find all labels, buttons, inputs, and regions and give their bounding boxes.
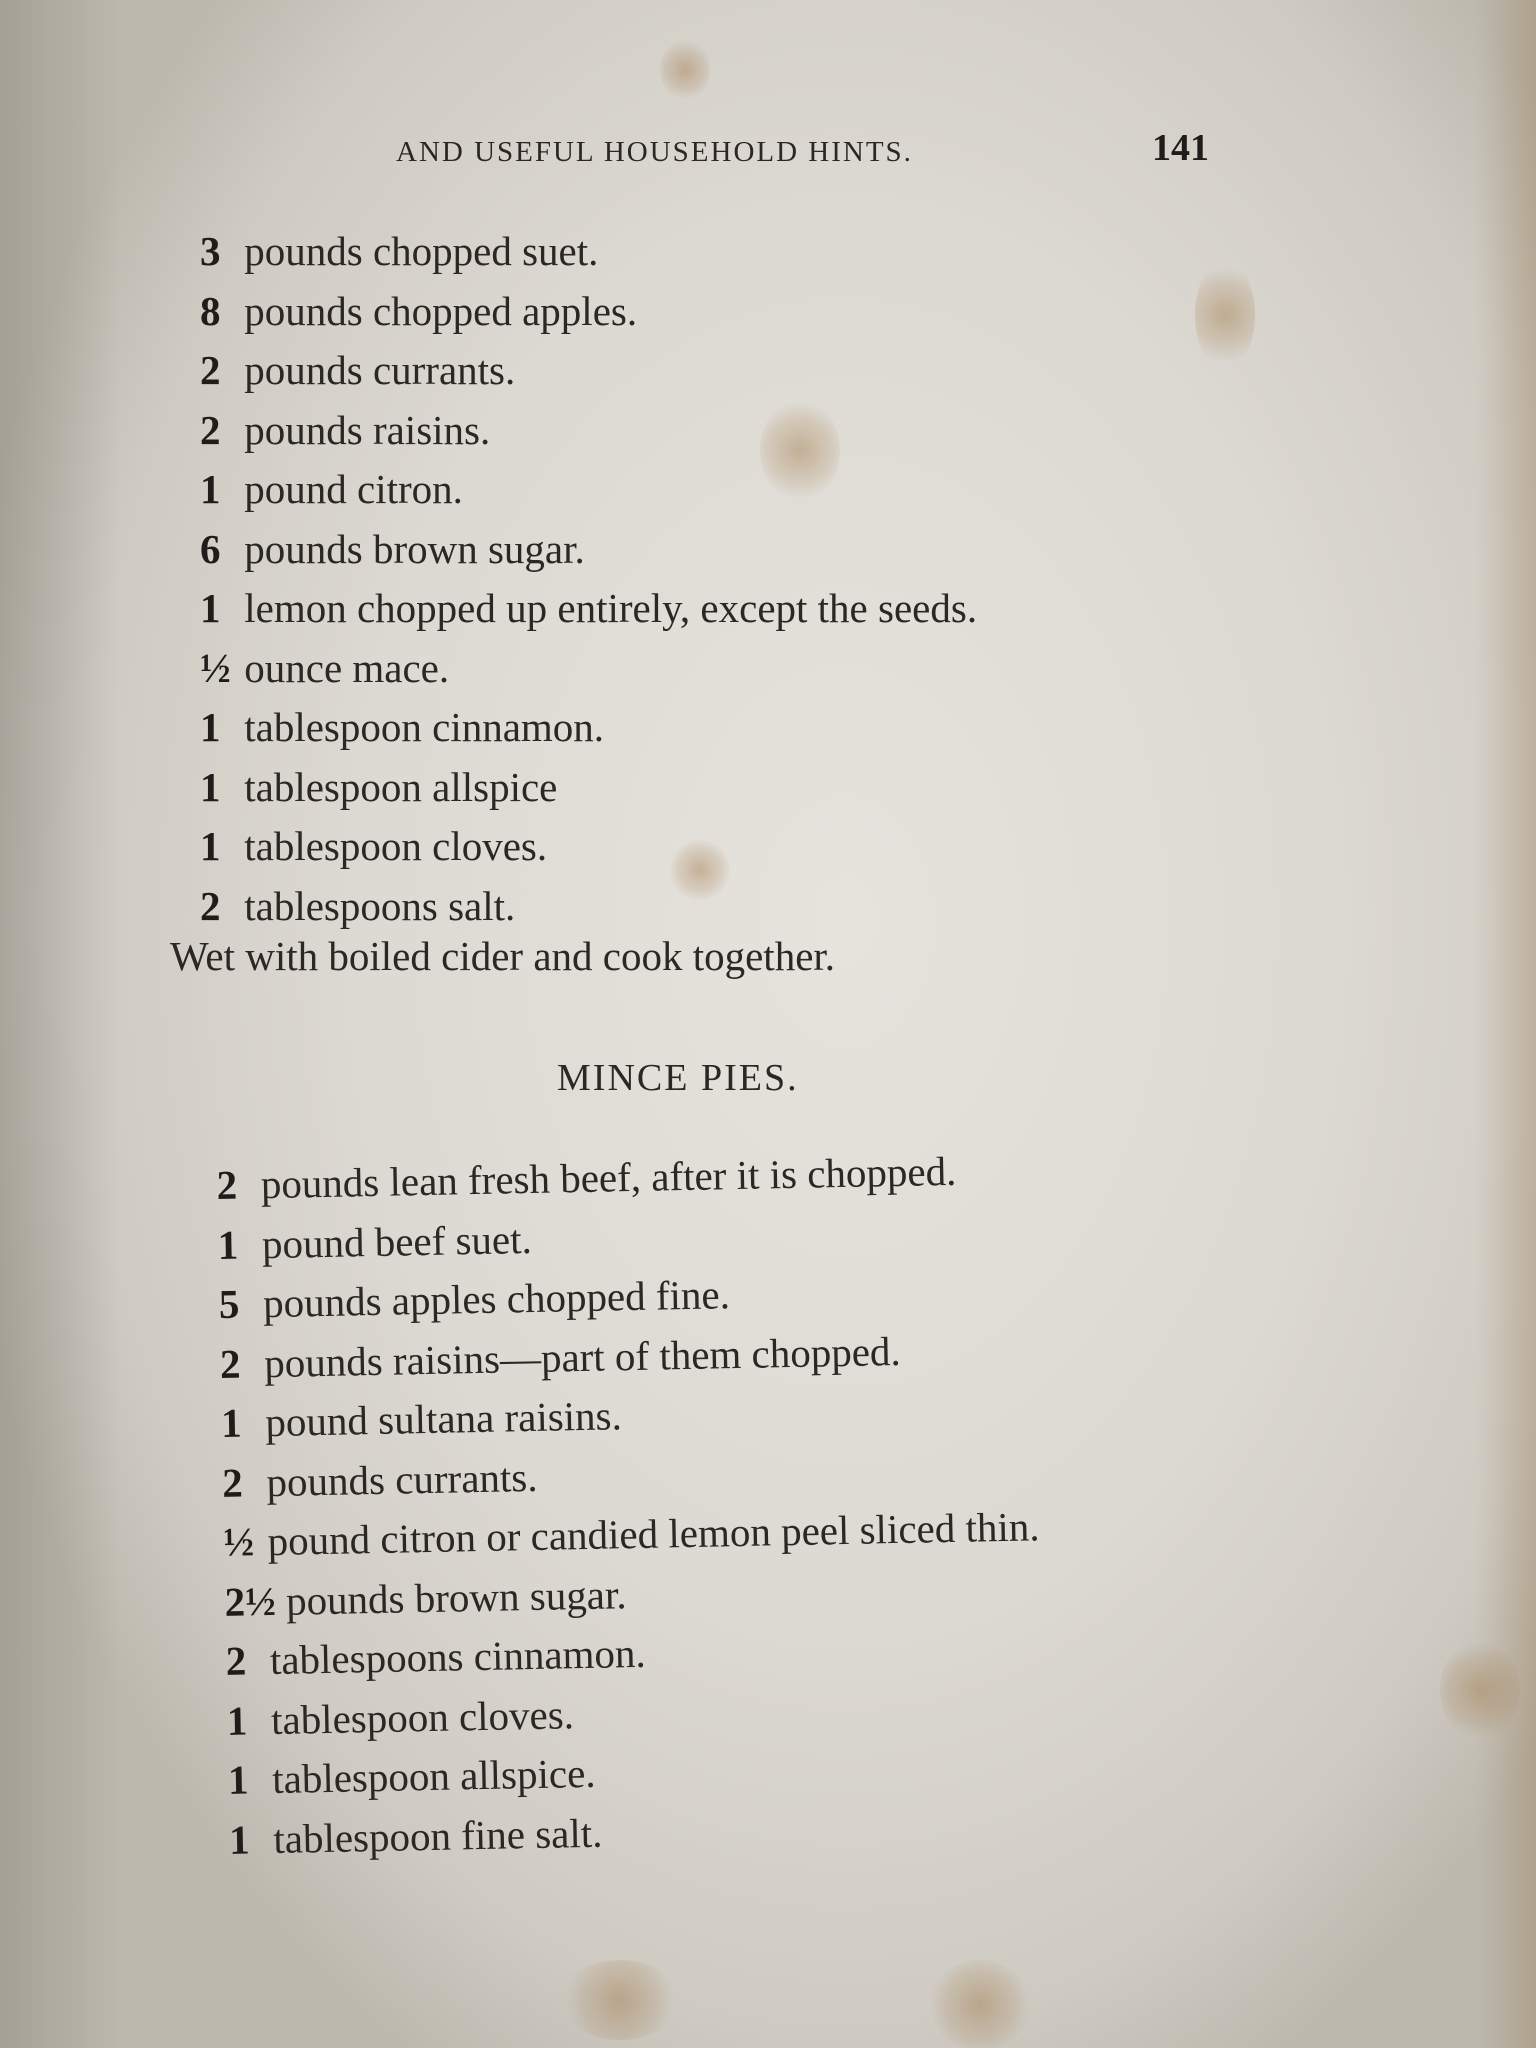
running-title: AND USEFUL HOUSEHOLD HINTS. <box>396 136 913 168</box>
page-number: 141 <box>1152 127 1209 169</box>
ingredient-text: pounds brown sugar. <box>285 1570 627 1624</box>
ingredient-text: pounds currants. <box>266 1453 538 1505</box>
list-item <box>200 877 977 937</box>
ingredient-text: pounds chopped suet. <box>244 228 599 274</box>
ingredient-quantity: 8 <box>200 287 221 334</box>
ingredient-text: tablespoons cinnamon. <box>269 1629 647 1684</box>
ingredient-quantity: 1 <box>200 704 221 750</box>
ingredient-quantity: 1 <box>217 1221 239 1268</box>
list-item <box>200 222 977 282</box>
ingredient-text: tablespoon cloves. <box>270 1690 575 1743</box>
ingredient-text: tablespoon fine salt. <box>272 1809 603 1862</box>
ingredient-quantity: 1 <box>220 1399 243 1446</box>
list-item <box>200 460 977 520</box>
stain-upper-right <box>1195 260 1255 370</box>
recipe-instruction: Wet with boiled cider and cook together. <box>170 933 836 979</box>
ingredient-text: pound sultana raisins. <box>264 1392 623 1446</box>
ingredient-text: ounce mace. <box>244 644 450 691</box>
ingredient-quantity: 2½ <box>224 1577 277 1625</box>
ingredient-quantity: 1 <box>200 823 221 869</box>
list-item <box>200 401 977 461</box>
ingredient-quantity: 6 <box>200 525 221 572</box>
ingredient-quantity: 2 <box>221 1459 244 1506</box>
ingredient-quantity: 2 <box>200 882 221 929</box>
list-item <box>200 817 977 877</box>
ingredient-text: pound citron or candied lemon peel sliced thin. <box>267 1503 1040 1565</box>
ingredient-text: tablespoon allspice <box>244 763 558 810</box>
ingredient-quantity: ½ <box>222 1518 255 1565</box>
ingredient-text: tablespoon allspice. <box>271 1749 596 1803</box>
list-item <box>200 341 977 401</box>
gutter-shadow <box>0 0 120 2048</box>
stain-right <box>1440 1640 1520 1740</box>
ingredient-quantity: 1 <box>228 1815 251 1863</box>
stain-bottom-right <box>930 1960 1030 2048</box>
ingredient-text: lemon chopped up entirely, except the seeds. <box>244 585 978 631</box>
list-item <box>200 282 977 342</box>
ingredient-text: pounds currants. <box>244 347 516 393</box>
ingredient-quantity: 5 <box>218 1280 240 1327</box>
ingredient-quantity: 1 <box>200 466 221 512</box>
section-title-mince-pies: MINCE PIES. <box>557 1057 799 1099</box>
ingredient-text: pounds brown sugar. <box>244 525 585 572</box>
list-item <box>200 758 977 818</box>
ingredient-text: tablespoons salt. <box>244 882 516 929</box>
stain-top <box>660 40 710 100</box>
ingredient-quantity: 2 <box>219 1340 241 1387</box>
ingredient-text: pounds apples chopped fine. <box>262 1271 731 1327</box>
ingredient-quantity: 2 <box>200 347 221 393</box>
ingredient-quantity: 2 <box>225 1637 247 1684</box>
page-edge-tint <box>1476 0 1536 2048</box>
ingredient-text: pound beef suet. <box>261 1215 533 1267</box>
ingredient-quantity: 1 <box>200 585 221 631</box>
ingredient-text: pounds chopped apples. <box>244 287 638 334</box>
ingredient-quantity: 1 <box>227 1756 249 1803</box>
stain-bottom <box>560 1960 680 2040</box>
ingredient-quantity: 2 <box>200 406 221 453</box>
ingredient-list-mince-pies <box>216 1140 1046 1870</box>
list-item <box>200 639 977 699</box>
ingredient-quantity: ½ <box>200 644 231 691</box>
ingredient-text: pounds lean fresh beef, after it is chopped. <box>260 1147 957 1208</box>
ingredient-text: pounds raisins. <box>244 406 491 453</box>
ingredient-quantity: 1 <box>226 1697 248 1744</box>
ingredient-text: tablespoon cinnamon. <box>244 704 605 750</box>
ingredient-quantity: 2 <box>216 1161 238 1208</box>
list-item <box>200 520 977 580</box>
ingredient-text: pounds raisins—part of them chopped. <box>263 1327 902 1386</box>
list-item <box>200 579 977 639</box>
list-item <box>200 698 977 758</box>
ingredient-quantity: 1 <box>200 763 221 810</box>
ingredient-quantity: 3 <box>200 228 221 274</box>
ingredient-text: tablespoon cloves. <box>244 823 548 869</box>
ingredient-text: pound citron. <box>244 466 463 512</box>
ingredient-list-one <box>200 222 977 936</box>
